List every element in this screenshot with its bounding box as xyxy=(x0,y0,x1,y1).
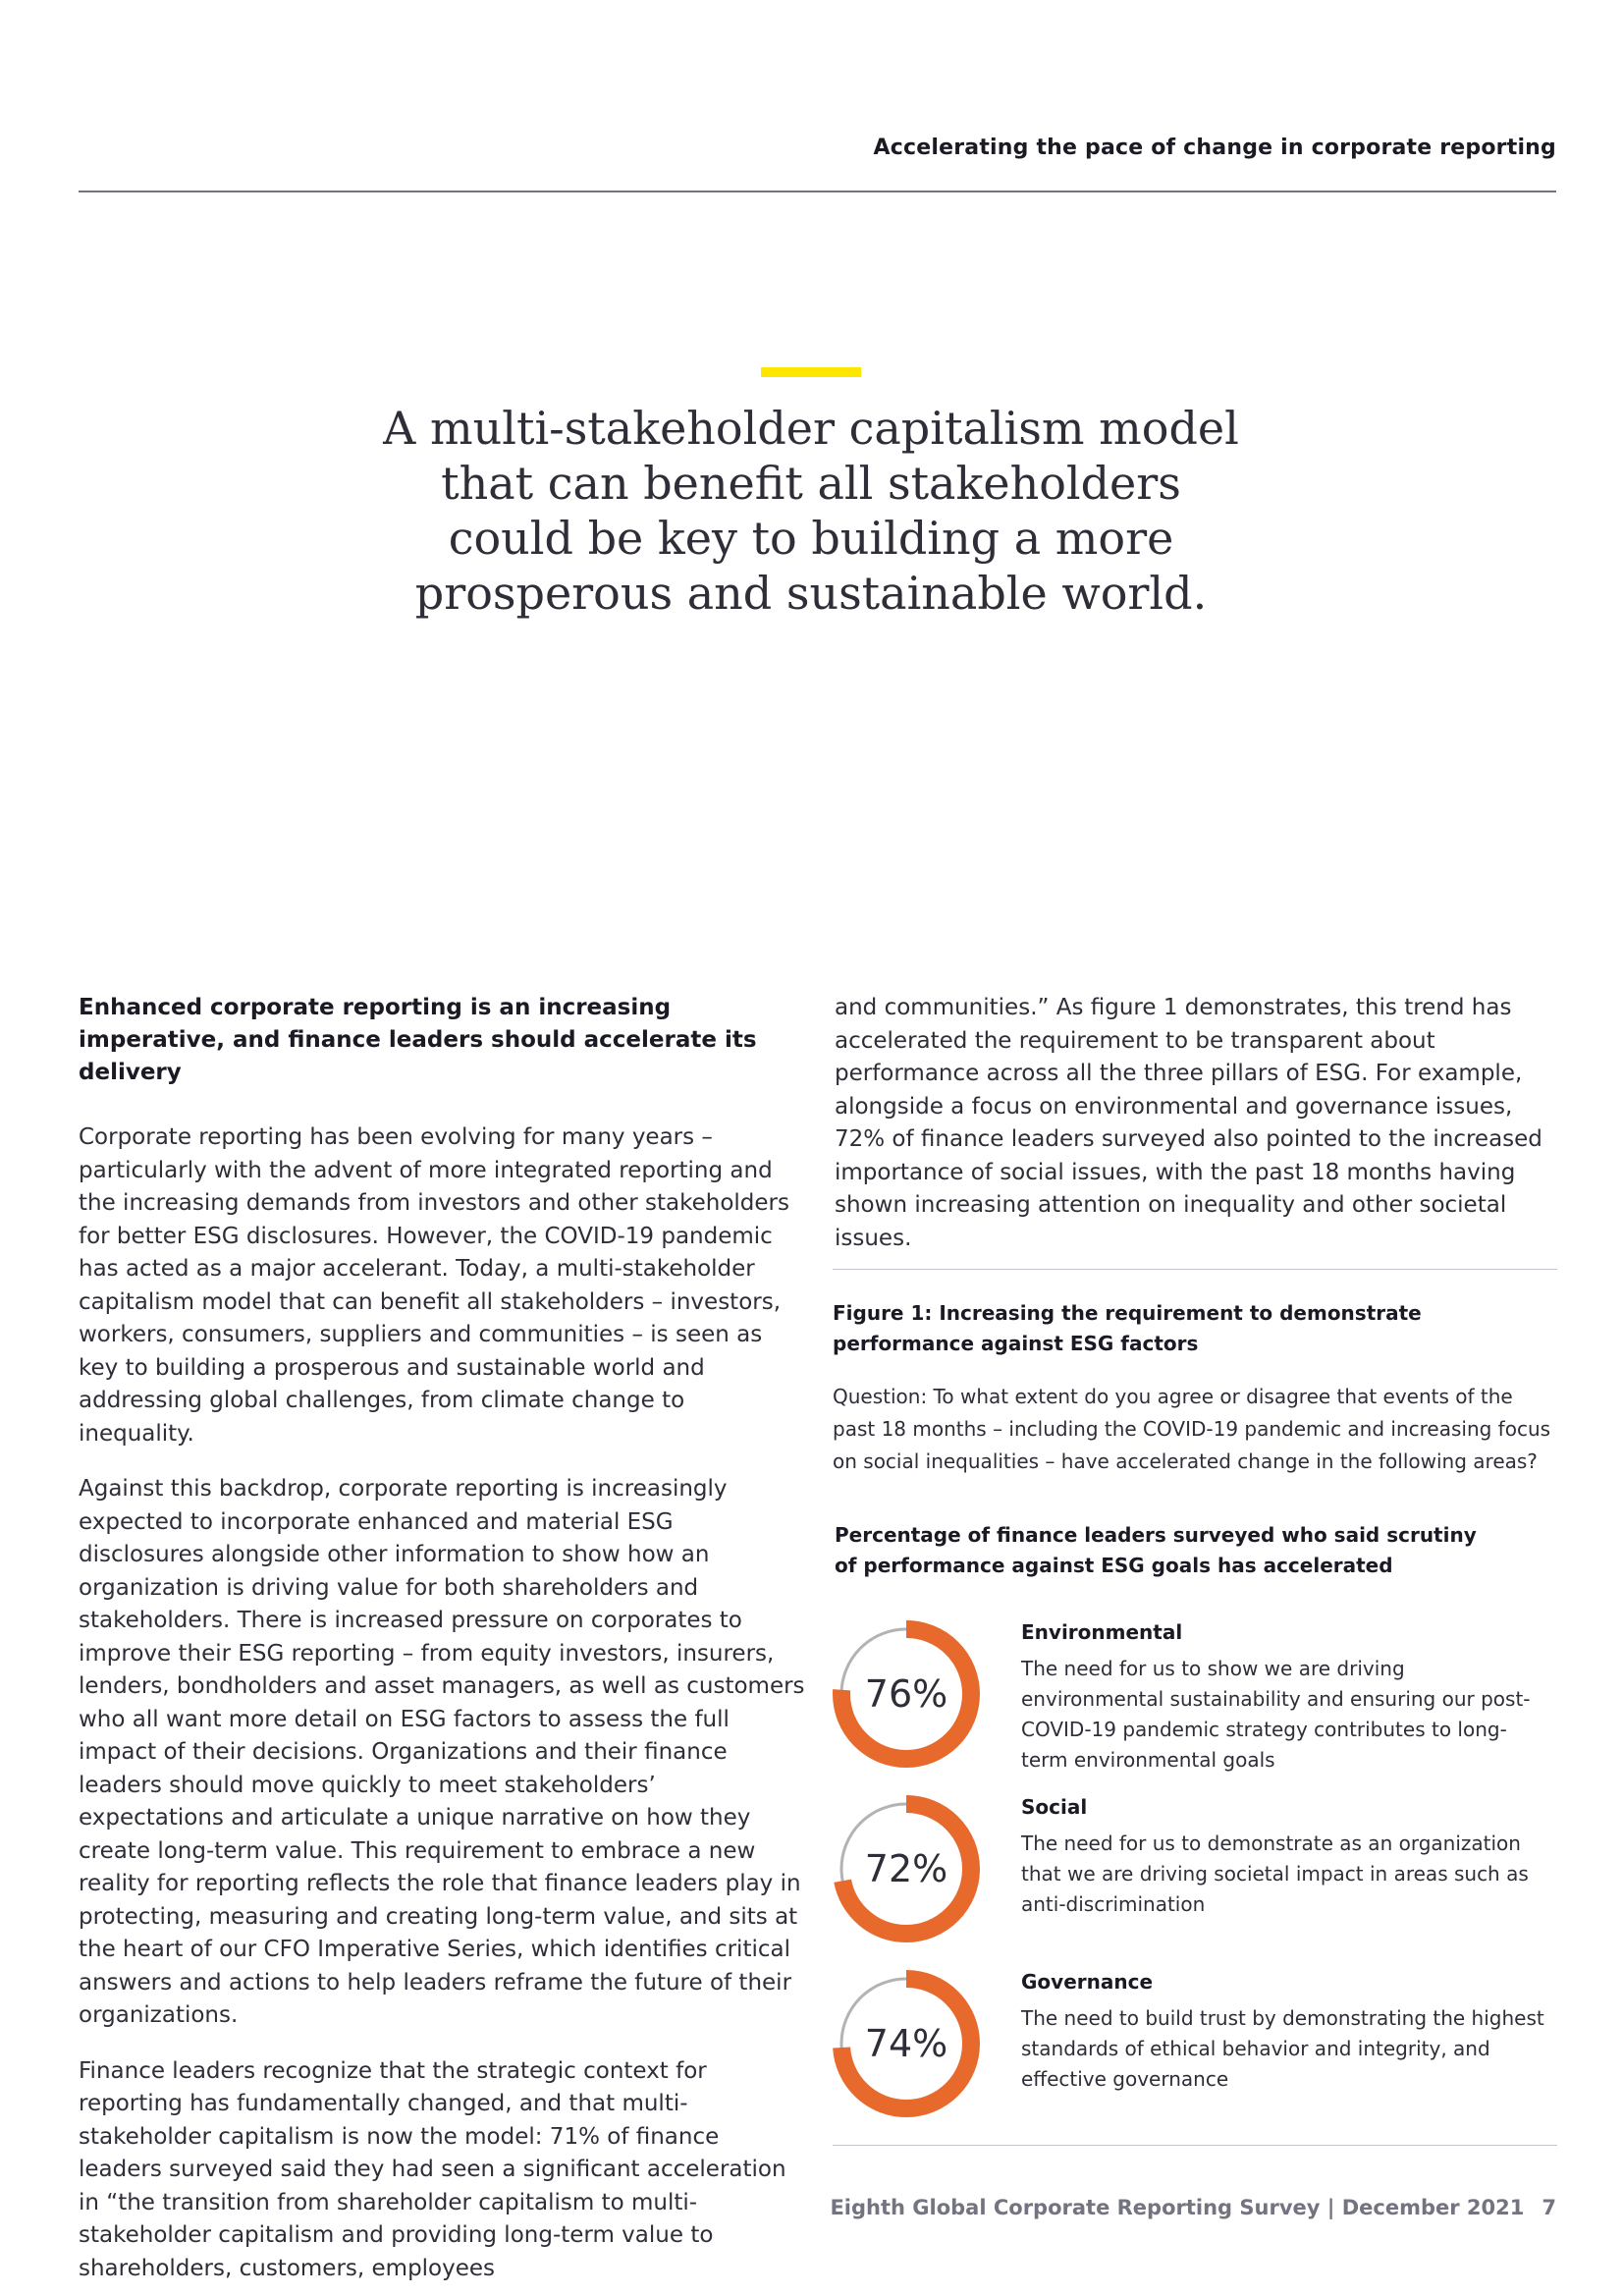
accent-bar xyxy=(761,367,861,377)
stat-governance xyxy=(833,1970,1559,2137)
figure-question: Question: To what extent do you agree or disagree that events of the past 18 months – including the COVID-19 pandemic and increasing focus on social inequalities – have accelerated change in the following areas? xyxy=(833,1385,1551,1473)
pull-quote: A multi-stakeholder capitalism model that can benefit all stakeholders could be key to building a more prosperous and sustainable world. xyxy=(383,402,1239,620)
figure-bottom-rule xyxy=(833,2145,1557,2146)
stat-description-environmental: The need for us to show we are driving environmental sustainability and ensuring our post-COVID-19 pandemic strategy contributes to long-term environmental goals xyxy=(1021,1657,1531,1772)
running-header: Accelerating the pace of change in corporate reporting xyxy=(873,136,1556,160)
stat-description-social: The need for us to demonstrate as an organization that we are driving societal impact in areas such as anti-discrimination xyxy=(1021,1831,1529,1916)
figure-top-rule xyxy=(833,1269,1557,1270)
donut-value-governance: 74% xyxy=(864,2022,948,2065)
page-footer xyxy=(830,2196,1556,2219)
body-paragraph: Finance leaders recognize that the strategic context for reporting has fundamentally changed, and that multi-stakeholder capitalism is now the model: 71% of finance leaders surveyed said they had seen a significant acceleration in “the transition from shareholder capitalism to multi-stakeholder capitalism and providing long-term value to shareholders, customers, employees xyxy=(79,2057,786,2281)
right-column-paragraph: and communities.” As figure 1 demonstrates, this trend has accelerated the requirement to be transparent about performance across all the three pillars of ESG. For example, alongside a focus on environmental and governance issues, 72% of finance leaders surveyed also pointed to the increased importance of social issues, with the past 18 months having shown increasing attention on inequality and other societal issues. xyxy=(835,995,1542,1251)
footer-text: Eighth Global Corporate Reporting Survey | December 2021 xyxy=(830,2196,1525,2219)
figure-subtitle: Percentage of finance leaders surveyed who said scrutiny of performance against ESG goals has accelerated xyxy=(835,1523,1477,1577)
page-number: 7 xyxy=(1542,2196,1556,2219)
section-heading: Enhanced corporate reporting is an increasing imperative, and finance leaders should accelerate its delivery xyxy=(79,995,757,1085)
stat-title-governance: Governance xyxy=(1021,1970,1154,1994)
figure-title: Figure 1: Increasing the requirement to demonstrate performance against ESG factors xyxy=(833,1301,1422,1355)
left-column xyxy=(79,992,805,2296)
stat-social xyxy=(833,1795,1559,1962)
body-paragraph: Against this backdrop, corporate reporting is increasingly expected to incorporate enhanced and material ESG disclosures alongside other information to show how an organization is driving value for both shareholders and stakeholders. There is increased pressure on corporates to improve their ESG reporting – from equity investors, insurers, lenders, bondholders and asset managers, as well as customers who all want more detail on ESG factors to assess the full impact of their decisions. Organizations and their finance leaders should move quickly to meet stakeholders’ expectations and articulate a unique narrative on how they create long-term value. This requirement to embrace a new reality for reporting reflects the role that finance leaders play in protecting, measuring and creating long-term value, and sits at the heart of our CFO Imperative Series, which identifies critical answers and actions to help leaders reframe the future of their organizations. xyxy=(79,1476,805,2028)
stat-description-governance: The need to build trust by demonstrating the highest standards of ethical behavior and integrity, and effective governance xyxy=(1021,2006,1544,2091)
donut-value-social: 72% xyxy=(864,1847,948,1890)
header-divider xyxy=(79,191,1556,192)
donut-value-environmental: 76% xyxy=(864,1672,948,1716)
body-paragraph: Corporate reporting has been evolving for many years – particularly with the advent of more integrated reporting and the increasing demands from investors and other stakeholders for better ESG disclosures. However, the COVID-19 pandemic has acted as a major accelerant. Today, a multi-stakeholder capitalism model that can benefit all stakeholders – investors, workers, consumers, suppliers and communities – is seen as key to building a prosperous and sustainable world and addressing global challenges, from climate change to inequality. xyxy=(79,1124,789,1447)
stat-title-social: Social xyxy=(1021,1795,1088,1819)
stat-environmental xyxy=(833,1620,1559,1787)
stat-title-environmental: Environmental xyxy=(1021,1620,1183,1644)
